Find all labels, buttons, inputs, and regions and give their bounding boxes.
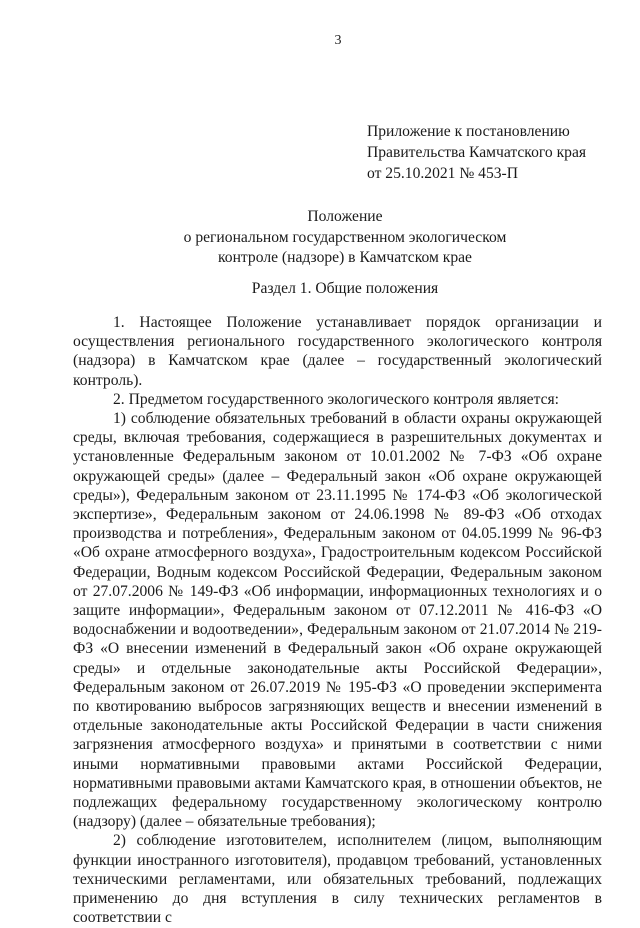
approval-block <box>367 121 627 184</box>
title-line: контроле (надзоре) в Камчатском крае <box>218 249 472 266</box>
document-title <box>60 207 630 269</box>
title-line: о региональном государственном экологическом <box>183 228 507 246</box>
page-number: 3 <box>334 33 342 48</box>
section-heading: Раздел 1. Общие положения <box>251 280 439 297</box>
approval-line: Приложение к постановлению <box>367 123 570 140</box>
approval-line: Правительства Камчатского края <box>367 144 587 161</box>
approval-line: от 25.10.2021 № 453-П <box>367 165 518 182</box>
paragraph: 1) соблюдение обязательных требований в области охраны окружающей среды, включая требования, содержащиеся в разрешительных документах и установленные Федеральным законом от 10.01.2002 № 7-ФЗ «Об охране окружающей среды» (далее – Федеральный закон «Об охране окружающей среды»), Федеральным законом от 23.11.1995 № 174-ФЗ «Об экологической экспертизе», Федеральным законом от 24.06.1998 № 89-ФЗ «Об отходах производства и потребления», Федеральным законом от 04.05.1999 № 96-ФЗ «Об охране атмосферного воздуха», Градостроительным кодексом Российской Федерации, Водным кодексом Российской Федерации, Федеральным законом от 27.07.2006 № 149-ФЗ «Об информации, информационных технологиях и о защите информации», Федеральным законом от 07.12.2011 № 416-ФЗ «О водоснабжении и водоотведении», Федеральным законом от 21.07.2014 № 219-ФЗ «О внесении изменений в Федеральный закон «Об охране окружающей среды» и отдельные законодательные акты Российской Федерации», Федеральным законом от 26.07.2019 № 195-ФЗ «О проведении эксперимента по квотированию выбросов загрязняющих веществ и внесении изменений в отдельные законодательные акты Российской Федерации в части снижения загрязнения атмосферного воздуха» и принятыми в соответствии с ними иными нормативными правовыми актами Российской Федерации, нормативными правовыми актами Камчатского края, в отношении объектов, не подлежащих федеральному государственному экологическому контролю (надзору) (далее – обязательные требования); <box>73 410 602 831</box>
paragraph: 1. Настоящее Положение устанавливает порядок организации и осуществления регионального государственного экологического контроля (надзора) в Камчатском крае (далее – государственный экологический контроль). <box>73 314 602 389</box>
body-text <box>73 313 602 928</box>
paragraph: 2) соблюдение изготовителем, исполнителем (лицом, выполняющим функции иностранного изготовителя), продавцом требований, установленных техническими регламентами, или обязательных требований, подлежащих применению до дня вступления в силу технических регламентов в соответствии с <box>73 832 602 927</box>
title-line: Положение <box>307 208 383 225</box>
paragraph: 2. Предметом государственного экологического контроля является: <box>113 390 560 408</box>
